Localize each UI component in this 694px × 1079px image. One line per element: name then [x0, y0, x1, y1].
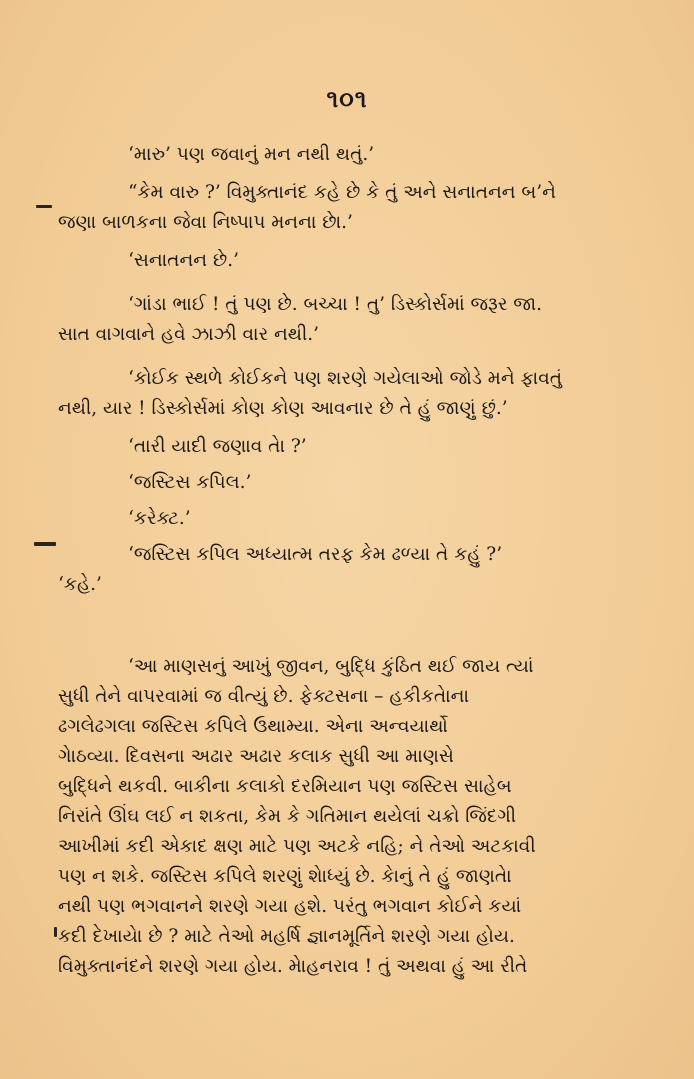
text-line: જણા બાળકના જેવા નિષ્પાપ મનના છેા.’	[58, 212, 353, 233]
dialogue-section	[58, 140, 643, 600]
text-line: ‘ગાંડા ભાઈ ! તું પણ છે. બચ્ચા ! તુ’ ડિસ્કોર્સમાં જરૂર જા.	[128, 294, 543, 315]
text-line: ઢગલેઢગલા જસ્ટિસ કપિલે ઉથામ્યા. એના અન્વયાર્થો	[58, 716, 448, 737]
text-line: આખીમાં કદી એકાદ ક્ષણ માટે પણ અટકે નહિ; ને તેઓ અટકાવી	[58, 836, 536, 857]
text-line: વિમુક્તાનંદને શરણે ગયા હોય. મેાહનરાવ ! તું અથવા હું આ રીતે	[58, 956, 528, 977]
text-line: ‘કોઈક સ્થળે કોઈકને પણ શરણે ગયેલાઓ જોડે મને ફાવતું	[128, 368, 563, 389]
text-line: સાત વાગવાને હવે ઝાઝી વાર નથી.’	[58, 324, 320, 345]
main-paragraph	[58, 652, 643, 982]
text-line: નથી પણ ભગવાનને શરણે ગયા હશે. પરંતુ ભગવાન કોઈને કયાં	[58, 896, 522, 917]
text-line: સુધી તેને વાપરવામાં જ વીત્યું છે. ફેક્ટસના – હકીકતેાના	[58, 686, 469, 707]
margin-pencil-mark	[54, 927, 57, 937]
text-line: ‘મારુ’ પણ જવાનું મન નથી થતું.’	[128, 144, 375, 165]
text-line: ‘આ માણસનું આખું જીવન, બુદ્ધિ કુંઠિત થઈ જાય ત્યાં	[128, 656, 534, 677]
text-line: ‘જસ્ટિસ કપિલ અધ્યાત્મ તરફ કેમ ઢળ્યા તે કહું ?’	[128, 544, 503, 565]
page-number: ૧૦૧	[326, 84, 368, 113]
text-line: ‘જસ્ટિસ કપિલ.’	[128, 472, 252, 493]
text-line: નથી, યાર ! ડિસ્કોર્સમાં કોણ કોણ આવનાર છે તે હું જાણું છું.’	[58, 398, 508, 419]
text-line: “કેમ વારુ ?’ વિમુક્તાનંદ કહે છે કે તું અને સનાતનન બ’ને	[128, 182, 556, 203]
text-line: ‘તારી યાદી જણાવ તેા ?’	[128, 436, 307, 457]
margin-pencil-mark	[34, 542, 56, 546]
text-line: ‘સનાતનન છે.’	[128, 250, 239, 271]
margin-pencil-mark	[36, 205, 52, 208]
text-line: પણ ન શકે. જસ્ટિસ કપિલે શરણું શેાધ્યું છે. કેાનું તે હું જાણતેા	[58, 866, 512, 887]
text-line: કદી દેખાયેા છે ? માટે તેઓ મહર્ષિ જ્ઞાનમૂર્તિને શરણે ગયા હોય.	[58, 926, 515, 947]
text-line: ‘કહે.’	[58, 574, 102, 595]
text-line: ગેાઠવ્યા. દિવસના અઢાર અઢાર કલાક સુધી આ માણસે	[58, 746, 454, 767]
text-line: બુદ્ધિને થકવી. બાકીના કલાકો દરમિયાન પણ જસ્ટિસ સાહેબ	[58, 776, 512, 797]
text-line: ‘કરેક્ટ.’	[128, 508, 191, 529]
text-line: નિરાંતે ઊંઘ લઈ ન શકતા, કેમ કે ગતિમાન થયેલાં ચક્રો જિંદગી	[58, 806, 517, 827]
